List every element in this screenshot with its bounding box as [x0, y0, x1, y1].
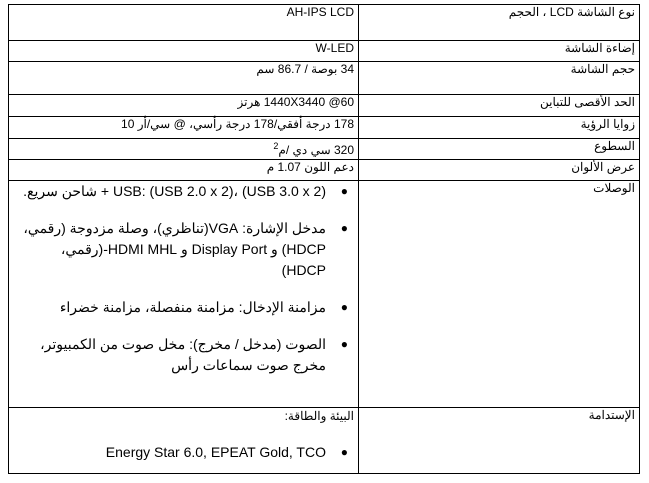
list-item: [13, 442, 354, 463]
bullet-icon: ●: [340, 445, 348, 459]
row-value: دعم اللون 1.07 م: [9, 160, 359, 181]
row-label: السطوع: [359, 139, 640, 160]
list-item-text: مدخل الإشارة: VGA(تناظري)، وصلة مزدوجة (رقمي، HDCP) و Display Port و HDMI MHL-(رقمي، HDCP): [23, 220, 326, 278]
row-value: 178 درجة أفقي/178 درجة رأسي، @ سي/أر 10: [9, 117, 359, 139]
connections-label: الوصلات: [359, 181, 640, 408]
list-item: [13, 218, 354, 281]
row-value: 1440X3440 @60 هرتز: [9, 95, 359, 117]
row-value: AH-IPS LCD: [9, 5, 359, 41]
table-row: [9, 181, 640, 408]
brightness-value: 320 سي دي /م: [278, 143, 354, 157]
bullet-icon: ●: [340, 184, 348, 198]
table-row: [9, 408, 640, 474]
sustainability-list: [13, 442, 354, 463]
table-row: [9, 139, 640, 160]
row-value: [9, 139, 359, 160]
list-item-text: USB: (USB 2.0 x 2)، (USB 3.0 x 2) + شاحن سريع.: [23, 183, 326, 199]
table-row: [9, 5, 640, 41]
table-row: [9, 62, 640, 95]
list-item-text: مزامنة الإدخال: مزامنة منفصلة، مزامنة خضراء: [59, 299, 326, 315]
sustainability-value: [9, 408, 359, 474]
row-value: 34 بوصة / 86.7 سم: [9, 62, 359, 95]
sustainability-heading: البيئة والطاقة:: [284, 409, 354, 423]
row-label: عرض الألوان: [359, 160, 640, 181]
connections-list: [13, 181, 354, 376]
list-item-text: الصوت (مدخل / مخرج): مخل صوت من الكمبيوتر، مخرج صوت سماعات رأس: [40, 336, 326, 373]
row-label: إضاءة الشاشة: [359, 41, 640, 62]
row-value: W-LED: [9, 41, 359, 62]
connections-value: [9, 181, 359, 408]
list-item-text: Energy Star 6.0, EPEAT Gold, TCO: [105, 444, 326, 460]
table-row: [9, 160, 640, 181]
specs-table: [8, 4, 640, 474]
row-label: زوايا الرؤية: [359, 117, 640, 139]
row-label: نوع الشاشة LCD ، الحجم: [359, 5, 640, 41]
sustainability-label: الإستدامة: [359, 408, 640, 474]
bullet-icon: ●: [340, 221, 348, 235]
bullet-icon: ●: [340, 300, 348, 314]
list-item: [13, 334, 354, 376]
table-row: [9, 117, 640, 139]
row-label: حجم الشاشة: [359, 62, 640, 95]
bullet-icon: ●: [340, 337, 348, 351]
list-item: [13, 181, 354, 202]
table-row: [9, 95, 640, 117]
list-item: [13, 297, 354, 318]
table-row: [9, 41, 640, 62]
brightness-superscript: 2: [273, 141, 279, 151]
row-label: الحد الأقصى للتباين: [359, 95, 640, 117]
